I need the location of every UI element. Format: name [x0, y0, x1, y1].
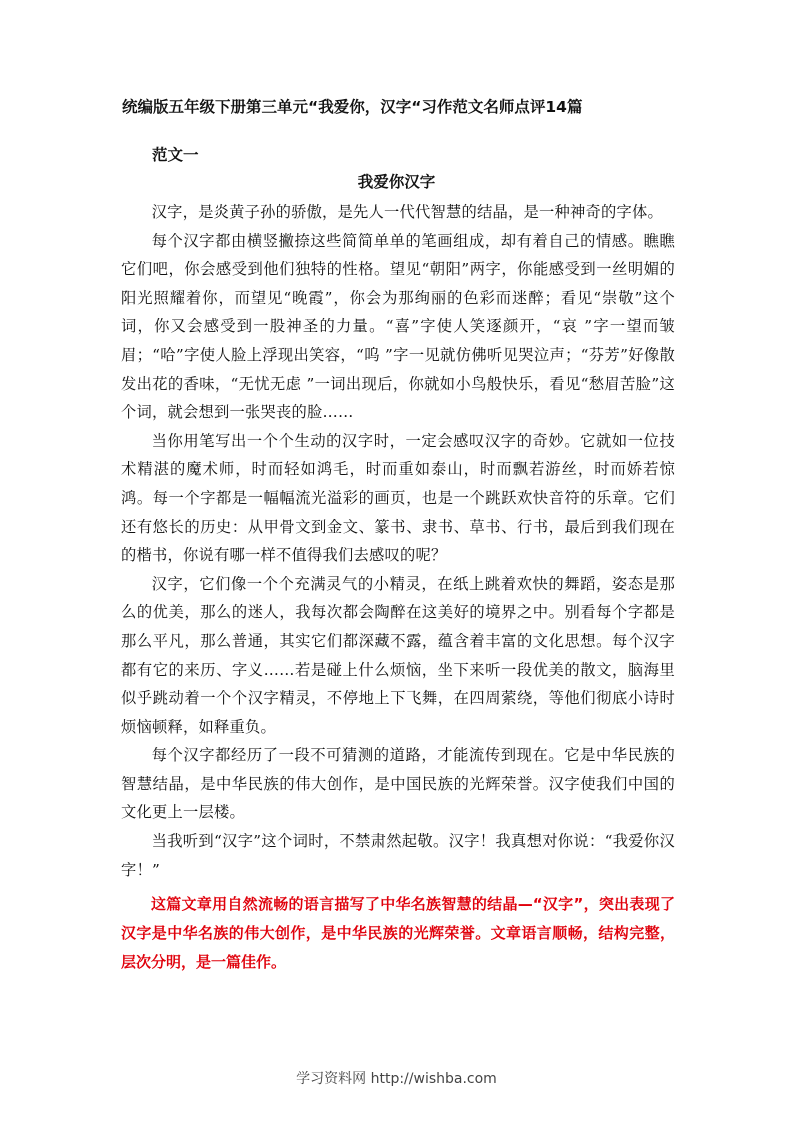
essay-body	[121, 198, 675, 977]
teacher-comment: 这篇文章用自然流畅的语言描写了中华名族智慧的结晶—“汉字”，突出表现了汉字是中华名族的伟大创作，是中华民族的光辉荣誉。文章语言顺畅，结构完整，层次分明，是一篇佳作。	[121, 895, 675, 972]
page-footer: 学习资料网 http://wishba.com	[296, 1071, 497, 1087]
essay-title: 我爱你汉字	[357, 173, 436, 191]
document-title: 统编版五年级下册第三单元“我爱你，汉字“习作范文名师点评14篇	[122, 98, 583, 116]
section-label: 范文一	[152, 146, 199, 164]
essay-paragraph-5: 每个汉字都经历了一段不可猜测的道路，才能流传到现在。它是中华民族的智慧结晶，是中华民族的伟大创作，是中国民族的光辉荣誉。汉字使我们中国的文化更上一层楼。	[121, 746, 675, 822]
essay-paragraph-1: 汉字，是炎黄子孙的骄傲，是先人一代代智慧的结晶，是一种神奇的字体。	[151, 203, 663, 221]
essay-paragraph-2: 每个汉字都由横竖撇捺这些简简单单的笔画组成，却有着自己的情感。瞧瞧它们吧，你会感受到他们独特的性格。望见“朝阳”两字，你能感受到一丝明媚的阳光照耀着你，而望见“晚霞”，你会为那绚丽的色彩而迷醉；看见“崇敬”这个词，你又会感受到一股神圣的力量。“喜”字使人笑逐颜开，“哀 ”字一望而皱眉；“哈”字使人脸上浮现出笑容，“呜 ”字一见就仿佛听见哭泣声；“芬芳”好像散发出花的香味，“无忧无虑 ”一词出现后，你就如小鸟般快乐，看见“愁眉苦脸”这个词，就会想到一张哭丧的脸……	[121, 231, 675, 422]
essay-paragraph-6: 当我听到“汉字”这个词时，不禁肃然起敬。汉字！我真想对你说：“我爱你汉字！”	[121, 832, 675, 879]
essay-paragraph-4: 汉字，它们像一个个充满灵气的小精灵，在纸上跳着欢快的舞蹈，姿态是那么的优美，那么的迷人，我每次都会陶醉在这美好的境界之中。别看每个字都是那么平凡，那么普通，其实它们都深藏不露，蕴含着丰富的文化思想。每个汉字都有它的来历、字义……若是碰上什么烦恼，坐下来听一段优美的散文，脑海里似乎跳动着一个个汉字精灵，不停地上下飞舞，在四周萦绕，等他们彻底小诗时烦恼顿释，如释重负。	[121, 574, 675, 736]
essay-paragraph-3: 当你用笔写出一个个生动的汉字时，一定会感叹汉字的奇妙。它就如一位技术精湛的魔术师，时而轻如鸿毛，时而重如泰山，时而飘若游丝，时而娇若惊鸿。每一个字都是一幅幅流光溢彩的画页，也是一个跳跃欢快音符的乐章。它们还有悠长的历史：从甲骨文到金文、篆书、隶书、草书、行书，最后到我们现在的楷书，你说有哪一样不值得我们去感叹的呢？	[121, 431, 675, 565]
